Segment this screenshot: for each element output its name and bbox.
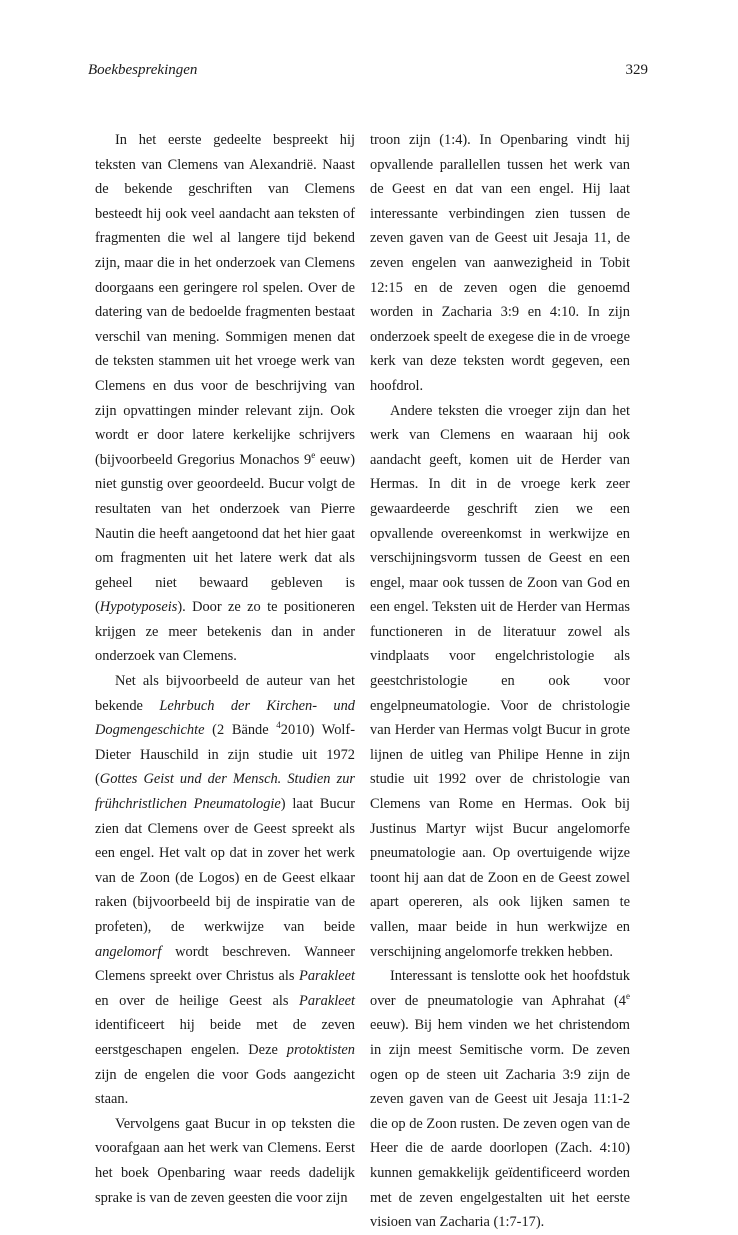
text-run: In het eerste gedeelte bespreekt hij teksten van Clemens van Alexandrië. Naast de bekende geschriften van Clemens besteedt hij ook veel aandacht aan teksten of fragmenten die wel al langere tijd bekend zijn, maar die in het onderzoek van Clemens doorgaans een geringere rol spelen. Over de datering van de bedoelde fragmenten bestaat verschil van mening. Sommigen menen dat de teksten stammen uit het vroege werk van Clemens en dus voor de beschrijving van zijn opvattingen minder relevant zijn. Ook wordt er door latere kerkelijke schrijvers (bijvoorbeeld Gregorius Monachos 9 [95, 132, 355, 468]
text-run: Net als bijvoorbeeld de auteur van het bekende [95, 673, 355, 714]
superscript: 4 [276, 720, 281, 731]
right-column [370, 128, 630, 1235]
italic-run: protoktisten [286, 1041, 355, 1058]
text-run: Interessant is tenslotte ook het hoofdstuk over de pneumatologie van Aphrahat (4 [370, 968, 630, 1009]
superscript: e [626, 990, 630, 1001]
text-run: zijn de engelen die voor Gods aangezicht staan. [95, 1066, 355, 1108]
text-run: Vervolgens gaat Bucur in op teksten die voorafgaan aan het werk van Clemens. Eerst het boek Openbaring waar reeds dadelijk sprake is van de zeven geesten die voor zijn [95, 1115, 355, 1206]
text-run: en over de heilige Geest als [95, 992, 300, 1009]
page-number: 329 [625, 62, 648, 78]
text-run: eeuw) niet gunstig over geoordeeld. Bucur volgt de resultaten van het onderzoek van Pierre Nautin die heeft aangetoond dat het hier gaat om fragmenten uit het latere werk dat als geheel niet bewaard gebleven is ( [95, 451, 355, 616]
text-run: (2 Bände [204, 722, 277, 739]
text-run: eeuw). Bij hem vinden we het christendom in zijn meest Semitische vorm. De zeven ogen op de steen uit Zacharia 3:9 zijn de zeven gaven van de Geest uit Jesaja 11:1-2 die op de Zoon rusten. De zeven ogen van de Heer die de aarde doorlopen (Zach. 4:10) kunnen gemakkelijk geïdentificeerd worden met de zeven engelgestalten uit het eerste visioen van Zacharia (1:7-17). [370, 1017, 630, 1231]
italic-run: Gottes Geist und der Mensch. Studien zur frühchristlichen Pneumatologie [95, 771, 355, 813]
superscript: e [311, 449, 316, 460]
text-run: wordt beschreven. Wanneer Clemens spreekt over Christus als [95, 943, 355, 985]
text-run: identificeert hij beide met de zeven eerstgeschapen engelen. Deze [95, 1017, 355, 1058]
running-head: Boekbesprekingen [88, 62, 198, 78]
italic-run: Lehrbuch der Kirchen- und Dogmengeschichte [95, 697, 356, 739]
text-run: 2010) Wolf-Dieter Hauschild in zijn studie uit 1972 ( [95, 722, 355, 788]
paragraph [95, 1112, 355, 1210]
text-run: ) laat Bucur zien dat Clemens over de Geest spreekt als een engel. Het valt op dat in zover het werk van de Zoon (de Logos) en de Geest elkaar raken (bijvoorbeeld bij de inspiratie van de profeten), de werkwijze van beide [95, 796, 355, 935]
italic-run: angelomorf [95, 943, 162, 960]
paragraph [95, 128, 355, 669]
italic-run: Hypotyposeis [99, 599, 178, 616]
text-run: troon zijn (1:4). In Openbaring vindt hij opvallende parallellen tussen het werk van de Geest en dat van een engel. Hij laat interessante verbindingen zien tussen de zeven gaven van de Geest uit Jesaja 11, de zeven engelen van aanwezigheid in Tobit 12:15 en de zeven ogen die genoemd worden in Zacharia 3:9 en 4:10. In zijn onderzoek speelt de exegese die in de vroege kerk van deze teksten wordt gegeven, een hoofdrol. [370, 132, 630, 394]
page-header [88, 62, 648, 84]
text-run: Andere teksten die vroeger zijn dan het werk van Clemens en waaraan hij ook aandacht geeft, komen uit de Herder van Hermas. In dit in de vroege kerk zeer gewaardeerde geschrift zien we een opvallende overeenkomst in werkwijze en verschijningsvorm tussen de Geest en een engel, maar ook tussen de Zoon van God en een engel. Teksten uit de Herder van Hermas functioneren in de literatuur zowel als vindplaats voor engelchristologie als geestchristologie en ook voor engelpneumatologie. Voor de christologie van Herder van Hermas volgt Bucur in grote lijnen de uitleg van Philipe Henne in zijn studie uit 1992 over de christologie van Clemens van Rome en Hermas. Ook bij Justinus Martyr wijst Bucur angelomorfe pneumatologie aan. Op overtuigende wijze toont hij aan dat de Zoon en de Geest zowel apart opereren, als ook lijken samen te vallen, maar beide in hun werkwijze en verschijning angelomorfe trekken hebben. [370, 402, 630, 960]
left-column [95, 128, 355, 1210]
italic-run: Parakleet [299, 968, 355, 985]
italic-run: Parakleet [299, 992, 355, 1009]
paragraph [370, 128, 630, 399]
text-run: ). Door ze zo te positioneren krijgen ze meer betekenis dan in ander onderzoek van Clemens. [95, 599, 355, 665]
paragraph [370, 964, 630, 1235]
paragraph [95, 669, 355, 1112]
paragraph [370, 399, 630, 965]
